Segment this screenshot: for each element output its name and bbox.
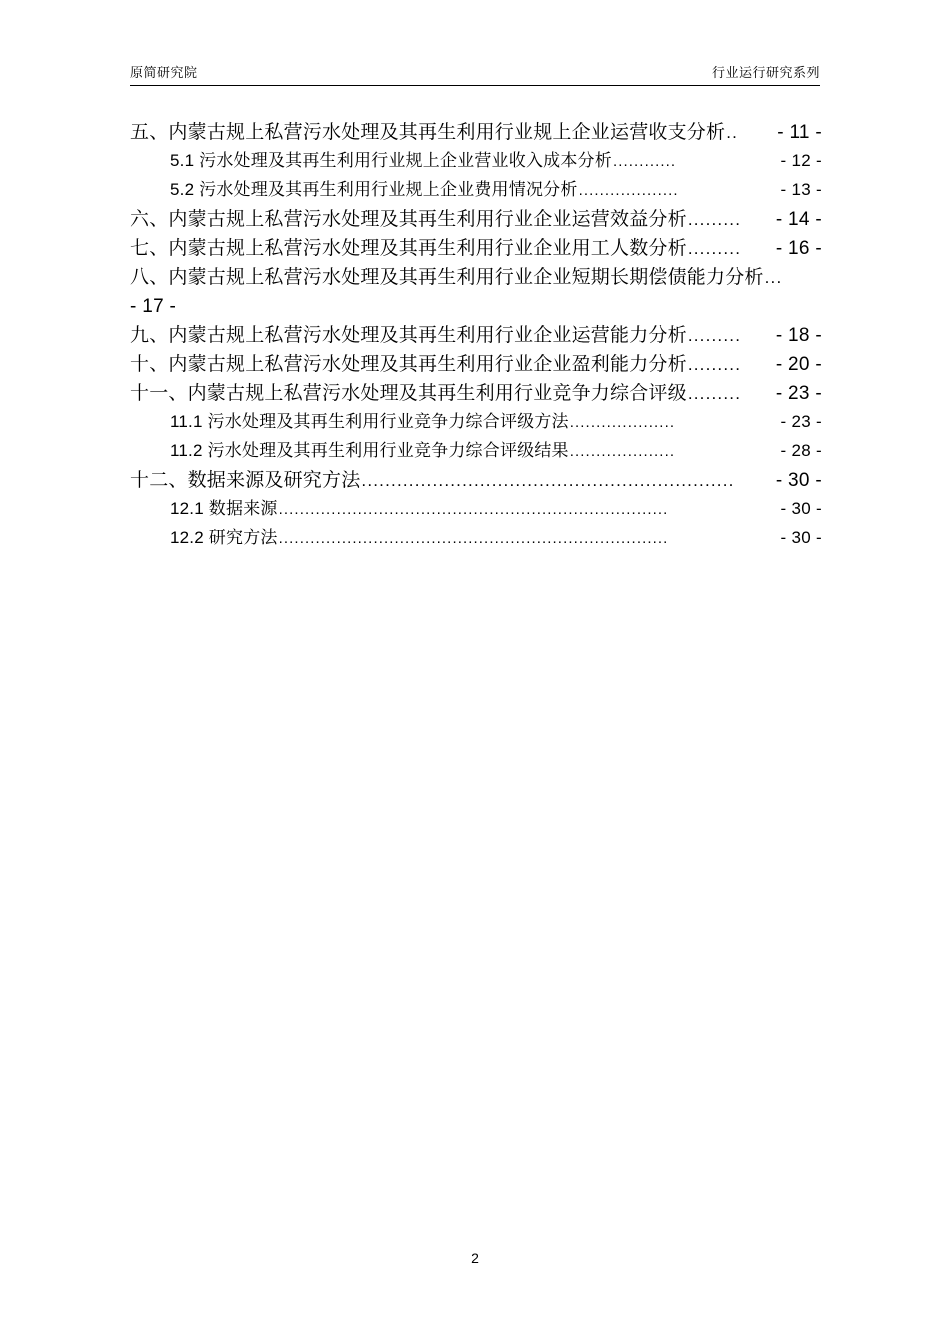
toc-leader-dots: .. — [726, 123, 739, 142]
toc-entry-title: 5.1 污水处理及其再生利用行业规上企业营业收入成本分析 — [170, 151, 612, 170]
toc-entry-page: - 20 - — [775, 354, 822, 375]
toc-entry-page: - 23 - — [775, 383, 822, 404]
header-left-text: 原简研究院 — [130, 65, 198, 80]
toc-entry-title: 十二、数据来源及研究方法 — [130, 470, 361, 491]
page-number: 2 — [471, 1250, 479, 1266]
toc-leader-dots: .......................................................................... — [278, 530, 669, 547]
toc-entry[interactable] — [130, 234, 822, 263]
toc-entry-title: 八、内蒙古规上私营污水处理及其再生利用行业企业短期长期偿债能力分析 — [130, 267, 764, 288]
toc-leader-dots: .................... — [569, 443, 676, 460]
toc-entry-title: 11.1 污水处理及其再生利用行业竞争力综合评级方法 — [170, 412, 569, 431]
toc-entry-page: - 14 - — [775, 209, 822, 230]
toc-entry-title: 5.2 污水处理及其再生利用行业规上企业费用情况分析 — [170, 180, 578, 199]
toc-entry-page: - 30 - — [775, 470, 822, 491]
page-header — [130, 62, 820, 86]
toc-entry-page: - 30 - — [780, 499, 822, 518]
toc-leader-dots: ......... — [687, 384, 742, 403]
toc-entry[interactable] — [130, 263, 822, 321]
toc-leader-dots: ................... — [578, 182, 679, 199]
toc-entry-title: 六、内蒙古规上私营污水处理及其再生利用行业企业运营效益分析 — [130, 209, 687, 230]
table-of-contents — [130, 118, 822, 553]
toc-entry-page: - 13 - — [780, 180, 822, 199]
toc-entry-title: 12.2 研究方法 — [170, 528, 278, 547]
toc-leader-dots: ......... — [687, 355, 742, 374]
toc-leader-dots: ......... — [687, 239, 742, 258]
toc-entry-title: 七、内蒙古规上私营污水处理及其再生利用行业企业用工人数分析 — [130, 238, 687, 259]
toc-entry-page: - 18 - — [775, 325, 822, 346]
toc-leader-dots: .......................................................................... — [278, 501, 669, 518]
toc-leader-dots: ............................................................... — [361, 471, 735, 490]
toc-entry-title: 九、内蒙古规上私营污水处理及其再生利用行业企业运营能力分析 — [130, 325, 687, 346]
toc-entry[interactable] — [130, 350, 822, 379]
toc-entry-page: - 28 - — [780, 441, 822, 460]
toc-leader-dots: ... — [764, 268, 783, 287]
toc-entry[interactable] — [130, 466, 822, 495]
header-right-text: 行业运行研究系列 — [711, 65, 820, 80]
toc-entry[interactable] — [130, 321, 822, 350]
toc-entry[interactable] — [130, 147, 822, 176]
toc-entry-page: - 30 - — [780, 528, 822, 547]
toc-entry[interactable] — [130, 437, 822, 466]
toc-entry-title: 12.1 数据来源 — [170, 499, 278, 518]
toc-entry[interactable] — [130, 205, 822, 234]
toc-entry-title: 十一、内蒙古规上私营污水处理及其再生利用行业竞争力综合评级 — [130, 383, 687, 404]
toc-entry[interactable] — [130, 495, 822, 524]
toc-entry[interactable] — [130, 408, 822, 437]
toc-entry-title: 五、内蒙古规上私营污水处理及其再生利用行业规上企业运营收支分析 — [130, 122, 726, 143]
toc-entry[interactable] — [130, 176, 822, 205]
toc-entry-page: - 16 - — [775, 238, 822, 259]
toc-entry[interactable] — [130, 524, 822, 553]
toc-entry-page: - 11 - — [777, 122, 822, 143]
toc-leader-dots: ............ — [612, 153, 677, 170]
toc-entry-title: 11.2 污水处理及其再生利用行业竞争力综合评级结果 — [170, 441, 569, 460]
toc-entry-page: - 23 - — [780, 412, 822, 431]
toc-leader-dots: .................... — [569, 414, 676, 431]
toc-entry[interactable] — [130, 118, 822, 147]
toc-entry-page: - 17 - — [130, 296, 177, 317]
toc-leader-dots: ......... — [687, 210, 742, 229]
toc-leader-dots: ......... — [687, 326, 742, 345]
toc-entry-page: - 12 - — [780, 151, 822, 170]
page-footer — [0, 1250, 950, 1266]
toc-entry[interactable] — [130, 379, 822, 408]
toc-entry-title: 十、内蒙古规上私营污水处理及其再生利用行业企业盈利能力分析 — [130, 354, 687, 375]
